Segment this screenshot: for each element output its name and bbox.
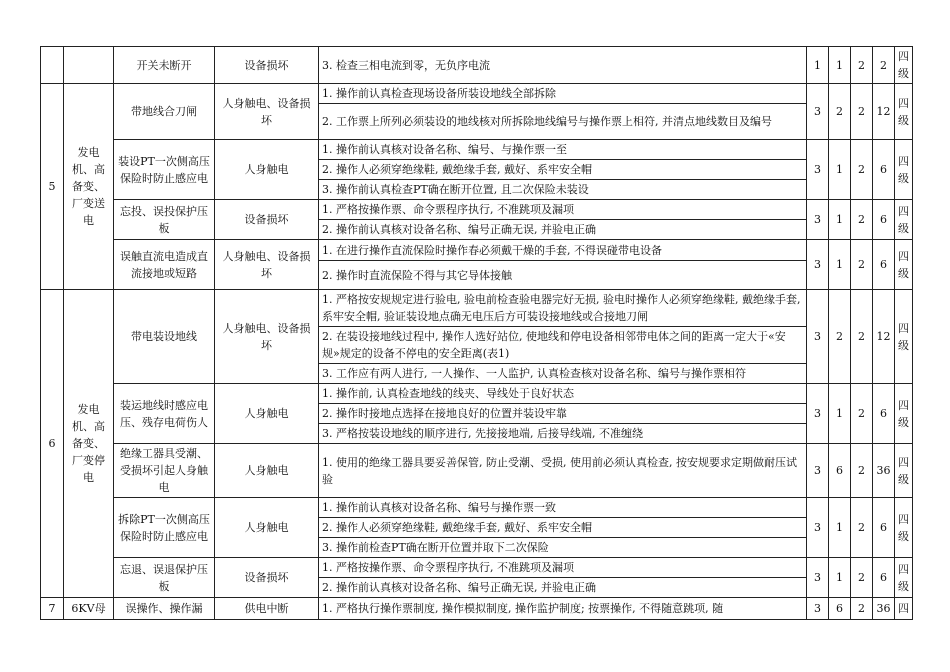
measure-cell: 2. 操作人必须穿绝缘鞋, 戴绝缘手套, 戴好、系牢安全帽 <box>319 518 807 538</box>
operation-cell: 6KV母 <box>64 598 114 620</box>
l-value-cell: 3 <box>807 498 829 558</box>
risk-cell: 人身触电 <box>215 140 319 200</box>
table-row <box>41 384 913 404</box>
measure-cell: 1. 严格执行操作票制度, 操作模拟制度, 操作监护制度; 按票操作, 不得随意跳项, 随 <box>319 598 807 620</box>
measure-cell: 1. 使用的绝缘工器具要妥善保管, 防止受潮、受损, 使用前必须认真检查, 按安规要求定期做耐压试验 <box>319 444 807 498</box>
table-row <box>41 240 913 261</box>
c-value-cell: 2 <box>851 140 873 200</box>
seq-cell: 7 <box>41 598 64 620</box>
measure-cell: 1. 操作前, 认真检查地线的线夹、导线处于良好状态 <box>319 384 807 404</box>
table-row <box>41 84 913 104</box>
risk-level-cell: 四 <box>895 598 913 620</box>
hazard-cell: 忘退、误退保护压板 <box>114 558 215 598</box>
measure-cell: 1. 严格按操作票、命令票程序执行, 不准跳项及漏项 <box>319 558 807 578</box>
e-value-cell: 1 <box>829 240 851 290</box>
risk-cell: 设备损坏 <box>215 558 319 598</box>
d-value-cell: 6 <box>873 240 895 290</box>
e-value-cell: 1 <box>829 47 851 84</box>
measure-cell: 1. 严格按操作票、命令票程序执行, 不准跳项及漏项 <box>319 200 807 220</box>
table-row <box>41 558 913 578</box>
d-value-cell: 12 <box>873 290 895 384</box>
measure-cell: 2. 操作时接地点选择在接地良好的位置并装设牢靠 <box>319 404 807 424</box>
table-row <box>41 498 913 518</box>
c-value-cell: 2 <box>851 290 873 384</box>
c-value-cell: 2 <box>851 384 873 444</box>
hazard-cell: 误触直流电造成直流接地或短路 <box>114 240 215 290</box>
risk-cell: 设备损坏 <box>215 47 319 84</box>
hazard-cell: 带电装设地线 <box>114 290 215 384</box>
e-value-cell: 1 <box>829 384 851 444</box>
c-value-cell: 2 <box>851 200 873 240</box>
d-value-cell: 12 <box>873 84 895 140</box>
hazard-cell: 误操作、操作漏 <box>114 598 215 620</box>
l-value-cell: 3 <box>807 290 829 384</box>
seq-cell: 6 <box>41 290 64 598</box>
operation-cell: 发电机、高备变、厂变送电 <box>64 84 114 290</box>
e-value-cell: 1 <box>829 200 851 240</box>
risk-level-cell: 四级 <box>895 498 913 558</box>
operation-cell: 发电机、高备变、厂变停电 <box>64 290 114 598</box>
c-value-cell: 2 <box>851 598 873 620</box>
risk-level-cell: 四级 <box>895 47 913 84</box>
e-value-cell: 1 <box>829 558 851 598</box>
hazard-cell: 拆除PT一次侧高压保险时防止感应电 <box>114 498 215 558</box>
c-value-cell: 2 <box>851 444 873 498</box>
measure-cell: 1. 操作前认真核对设备名称、编号与操作票一致 <box>319 498 807 518</box>
table-row <box>41 290 913 327</box>
measure-cell: 2. 操作前认真核对设备名称、编号正确无误, 并验电正确 <box>319 578 807 598</box>
measure-cell: 3. 严格按装设地线的顺序进行, 先接接地端, 后接导线端, 不准缠绕 <box>319 424 807 444</box>
table-body <box>41 47 913 620</box>
measure-cell: 3. 工作应有两人进行, 一人操作、一人监护, 认真检查核对设备名称、编号与操作票相符 <box>319 364 807 384</box>
l-value-cell: 3 <box>807 84 829 140</box>
measure-cell: 3. 操作前认真检查PT确在断开位置, 且二次保险未装设 <box>319 180 807 200</box>
hazard-cell: 开关未断开 <box>114 47 215 84</box>
c-value-cell: 2 <box>851 558 873 598</box>
risk-level-cell: 四级 <box>895 558 913 598</box>
risk-level-cell: 四级 <box>895 444 913 498</box>
measure-cell: 2. 工作票上所列必须装设的地线核对所拆除地线编号与操作票上相符, 并清点地线数目及编号 <box>319 104 807 140</box>
d-value-cell: 6 <box>873 498 895 558</box>
risk-level-cell: 四级 <box>895 290 913 384</box>
measure-cell: 1. 操作前认真核对设备名称、编号、与操作票一至 <box>319 140 807 160</box>
measure-cell: 2. 在装设接地线过程中, 操作人选好站位, 使地线和停电设备相邻带电体之间的距离一定大于«安规»规定的设备不停电的安全距离(表1) <box>319 327 807 364</box>
risk-level-cell: 四级 <box>895 384 913 444</box>
table-row <box>41 200 913 220</box>
l-value-cell: 3 <box>807 558 829 598</box>
risk-level-cell: 四级 <box>895 140 913 200</box>
e-value-cell: 6 <box>829 598 851 620</box>
l-value-cell: 1 <box>807 47 829 84</box>
risk-cell: 人身触电、设备损坏 <box>215 84 319 140</box>
d-value-cell: 6 <box>873 558 895 598</box>
d-value-cell: 6 <box>873 384 895 444</box>
risk-cell: 人身触电、设备损坏 <box>215 290 319 384</box>
table-row <box>41 47 913 84</box>
seq-cell: 5 <box>41 84 64 290</box>
table-row <box>41 444 913 498</box>
risk-cell: 人身触电 <box>215 444 319 498</box>
c-value-cell: 2 <box>851 498 873 558</box>
l-value-cell: 3 <box>807 384 829 444</box>
c-value-cell: 2 <box>851 240 873 290</box>
l-value-cell: 3 <box>807 140 829 200</box>
c-value-cell: 2 <box>851 47 873 84</box>
hazard-cell: 绝缘工器具受潮、受损坏引起人身触电 <box>114 444 215 498</box>
table-row <box>41 140 913 160</box>
risk-cell: 人身触电 <box>215 498 319 558</box>
table-row <box>41 598 913 620</box>
l-value-cell: 3 <box>807 200 829 240</box>
seq-cell <box>41 47 64 84</box>
e-value-cell: 2 <box>829 84 851 140</box>
hazard-cell: 装运地线时感应电压、残存电荷伤人 <box>114 384 215 444</box>
hazard-cell: 装设PT一次侧高压保险时防止感应电 <box>114 140 215 200</box>
d-value-cell: 6 <box>873 140 895 200</box>
measure-cell: 2. 操作时直流保险不得与其它导体接触 <box>319 261 807 290</box>
d-value-cell: 2 <box>873 47 895 84</box>
c-value-cell: 2 <box>851 84 873 140</box>
measure-cell: 2. 操作人必须穿绝缘鞋, 戴绝缘手套, 戴好、系牢安全帽 <box>319 160 807 180</box>
hazard-cell: 带地线合刀闸 <box>114 84 215 140</box>
e-value-cell: 2 <box>829 290 851 384</box>
risk-assessment-table <box>40 46 913 620</box>
risk-level-cell: 四级 <box>895 84 913 140</box>
d-value-cell: 6 <box>873 200 895 240</box>
risk-cell: 人身触电 <box>215 384 319 444</box>
e-value-cell: 1 <box>829 498 851 558</box>
risk-cell: 人身触电、设备损坏 <box>215 240 319 290</box>
l-value-cell: 3 <box>807 598 829 620</box>
operation-cell <box>64 47 114 84</box>
measure-cell: 1. 严格按安规规定进行验电, 验电前检查验电器完好无损, 验电时操作人必须穿绝缘鞋, 戴绝缘手套, 系牢安全帽, 验证装设地点确无电压后方可装设接地线或合接地刀闸 <box>319 290 807 327</box>
d-value-cell: 36 <box>873 444 895 498</box>
measure-cell: 3. 操作前检查PT确在断开位置并取下二次保险 <box>319 538 807 558</box>
l-value-cell: 3 <box>807 240 829 290</box>
risk-cell: 供电中断 <box>215 598 319 620</box>
measure-cell: 2. 操作前认真核对设备名称、编号正确无误, 并验电正确 <box>319 220 807 240</box>
measure-cell: 1. 操作前认真检查现场设备所装设地线全部拆除 <box>319 84 807 104</box>
hazard-cell: 忘投、误投保护压板 <box>114 200 215 240</box>
measure-cell: 1. 在进行操作直流保险时操作春必须戴干燥的手套, 不得误碰带电设备 <box>319 240 807 261</box>
risk-level-cell: 四级 <box>895 240 913 290</box>
d-value-cell: 36 <box>873 598 895 620</box>
e-value-cell: 1 <box>829 140 851 200</box>
measure-cell: 3. 检查三相电流到零，无负序电流 <box>319 47 807 84</box>
risk-cell: 设备损坏 <box>215 200 319 240</box>
l-value-cell: 3 <box>807 444 829 498</box>
risk-level-cell: 四级 <box>895 200 913 240</box>
e-value-cell: 6 <box>829 444 851 498</box>
